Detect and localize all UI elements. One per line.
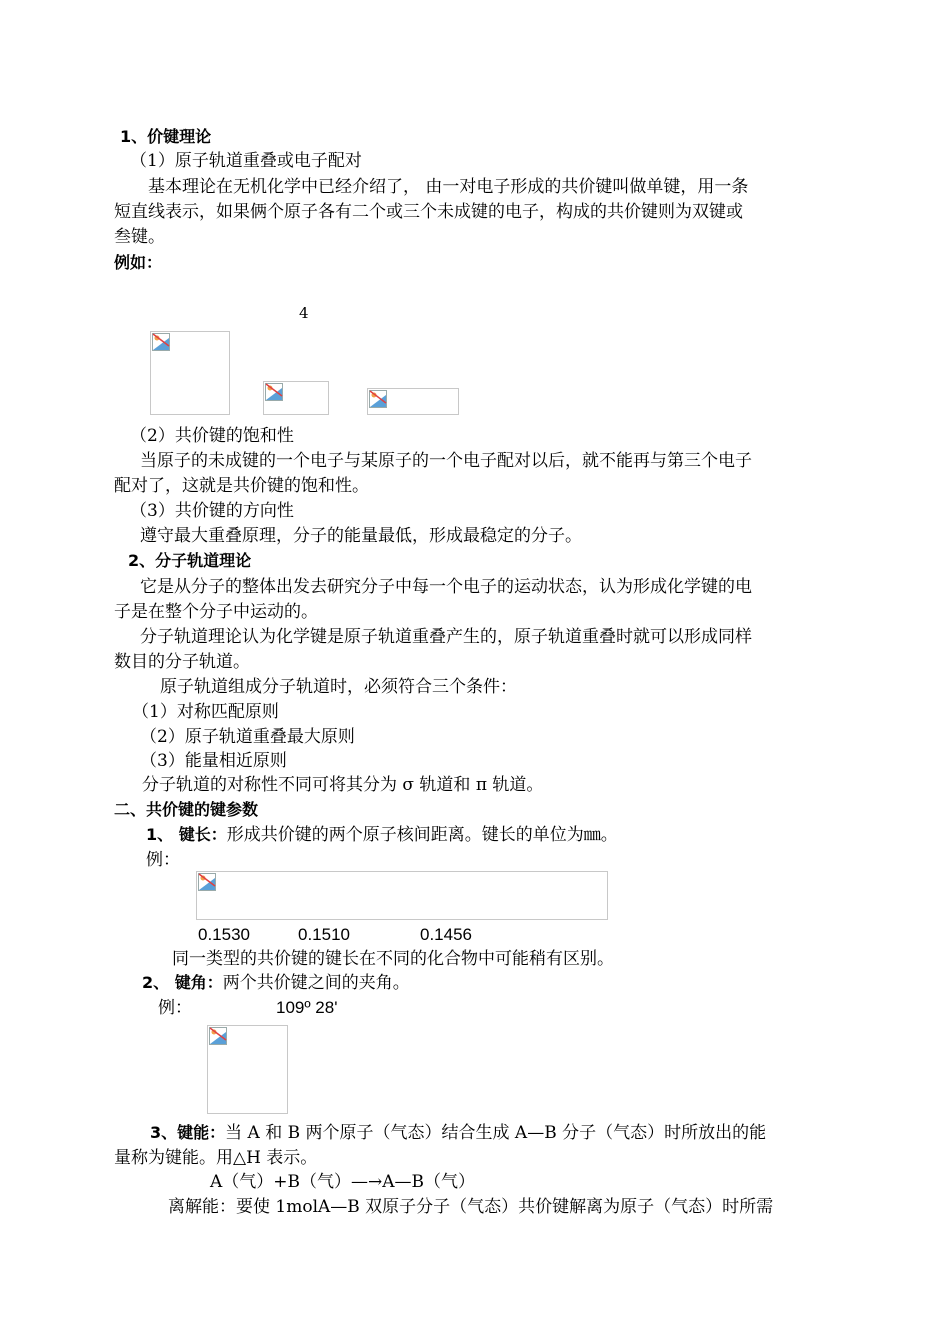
bond-length-value: 0.1530 [198,925,250,944]
condition-item: （1）对称匹配原则 [132,702,279,722]
paragraph-line: 叁键。 [114,227,165,247]
subheading-saturation: （2）共价键的饱和性 [130,426,294,446]
paragraph-line: 子是在整个分子中运动的。 [114,602,318,622]
broken-image-icon [198,873,216,891]
paragraph-line: 分子轨道的对称性不同可将其分为 σ 轨道和 π 轨道。 [142,775,544,795]
paragraph-line: 基本理论在无机化学中已经介绍了， 由一对电子形成的共价键叫做单键，用一条 [148,177,749,197]
condition-item: （2）原子轨道重叠最大原则 [140,727,355,747]
example-label: 例： [158,998,192,1018]
paragraph-line: 当原子的未成键的一个电子与某原子的一个电子配对以后，就不能再与第三个电子 [140,451,752,471]
image-placeholder [207,1025,288,1114]
broken-image-icon [265,383,283,401]
bond-length-value: 0.1510 [298,925,350,944]
paragraph-line: 量称为键能。用△H 表示。 [114,1148,318,1168]
bond-energy-text: 当 A 和 B 两个原子（气态）结合生成 A—B 分子（气态）时所放出的能 [225,1123,767,1143]
bond-angle-line [142,972,410,994]
subheading-orbital-overlap: （1）原子轨道重叠或电子配对 [130,151,362,171]
bond-energy-line [150,1122,766,1144]
broken-image-icon [152,333,170,351]
paragraph-line: 分子轨道理论认为化学键是原子轨道重叠产生的，原子轨道重叠时就可以形成同样 [140,627,752,647]
bond-length-text: 形成共价键的两个原子核间距离。键长的单位为㎜。 [226,825,618,845]
bond-length-line [146,824,618,846]
section-title-valence-bond: 1、价键理论 [120,127,212,146]
bond-angle-label: 2、 键角： [142,973,223,992]
bond-energy-label: 3、键能： [150,1123,226,1142]
image-placeholder [367,388,459,415]
subheading-directionality: （3）共价键的方向性 [130,501,294,521]
image-placeholder [196,871,608,920]
paragraph-line: 短直线表示，如果俩个原子各有二个或三个未成键的电子，构成的共价键则为双键或 [114,202,743,222]
bond-angle-text: 两个共价键之间的夹角。 [222,973,410,993]
broken-image-icon [209,1027,227,1045]
bond-angle-value: 109º 28' [276,998,338,1017]
image-placeholder [150,331,230,415]
reaction-equation: A（气）+B（气）—→A—B（气） [210,1172,476,1192]
example-label: 例： [146,850,180,870]
section-title-bond-parameters: 二、共价键的键参数 [114,800,259,819]
paragraph-line: 原子轨道组成分子轨道时，必须符合三个条件： [160,677,517,697]
paragraph-line: 它是从分子的整体出发去研究分子中每一个电子的运动状态，认为形成化学键的电 [140,577,752,597]
image-placeholder [263,381,329,415]
bond-length-label: 1、 键长： [146,825,227,844]
broken-image-icon [369,390,387,408]
example-label: 例如： [114,253,163,272]
paragraph-line: 数目的分子轨道。 [114,652,250,672]
condition-item: （3）能量相近原则 [140,751,287,771]
section-title-molecular-orbital: 2、分子轨道理论 [128,551,252,570]
paragraph-line: 离解能：要使 1molA—B 双原子分子（气态）共价键解离为原子（气态）时所需 [168,1197,774,1217]
number-label: 4 [299,304,309,322]
bond-length-value: 0.1456 [420,925,472,944]
paragraph-line: 同一类型的共价键的键长在不同的化合物中可能稍有区别。 [172,949,614,969]
paragraph-line: 配对了，这就是共价键的饱和性。 [114,476,369,496]
paragraph-line: 遵守最大重叠原理，分子的能量最低，形成最稳定的分子。 [140,526,582,546]
